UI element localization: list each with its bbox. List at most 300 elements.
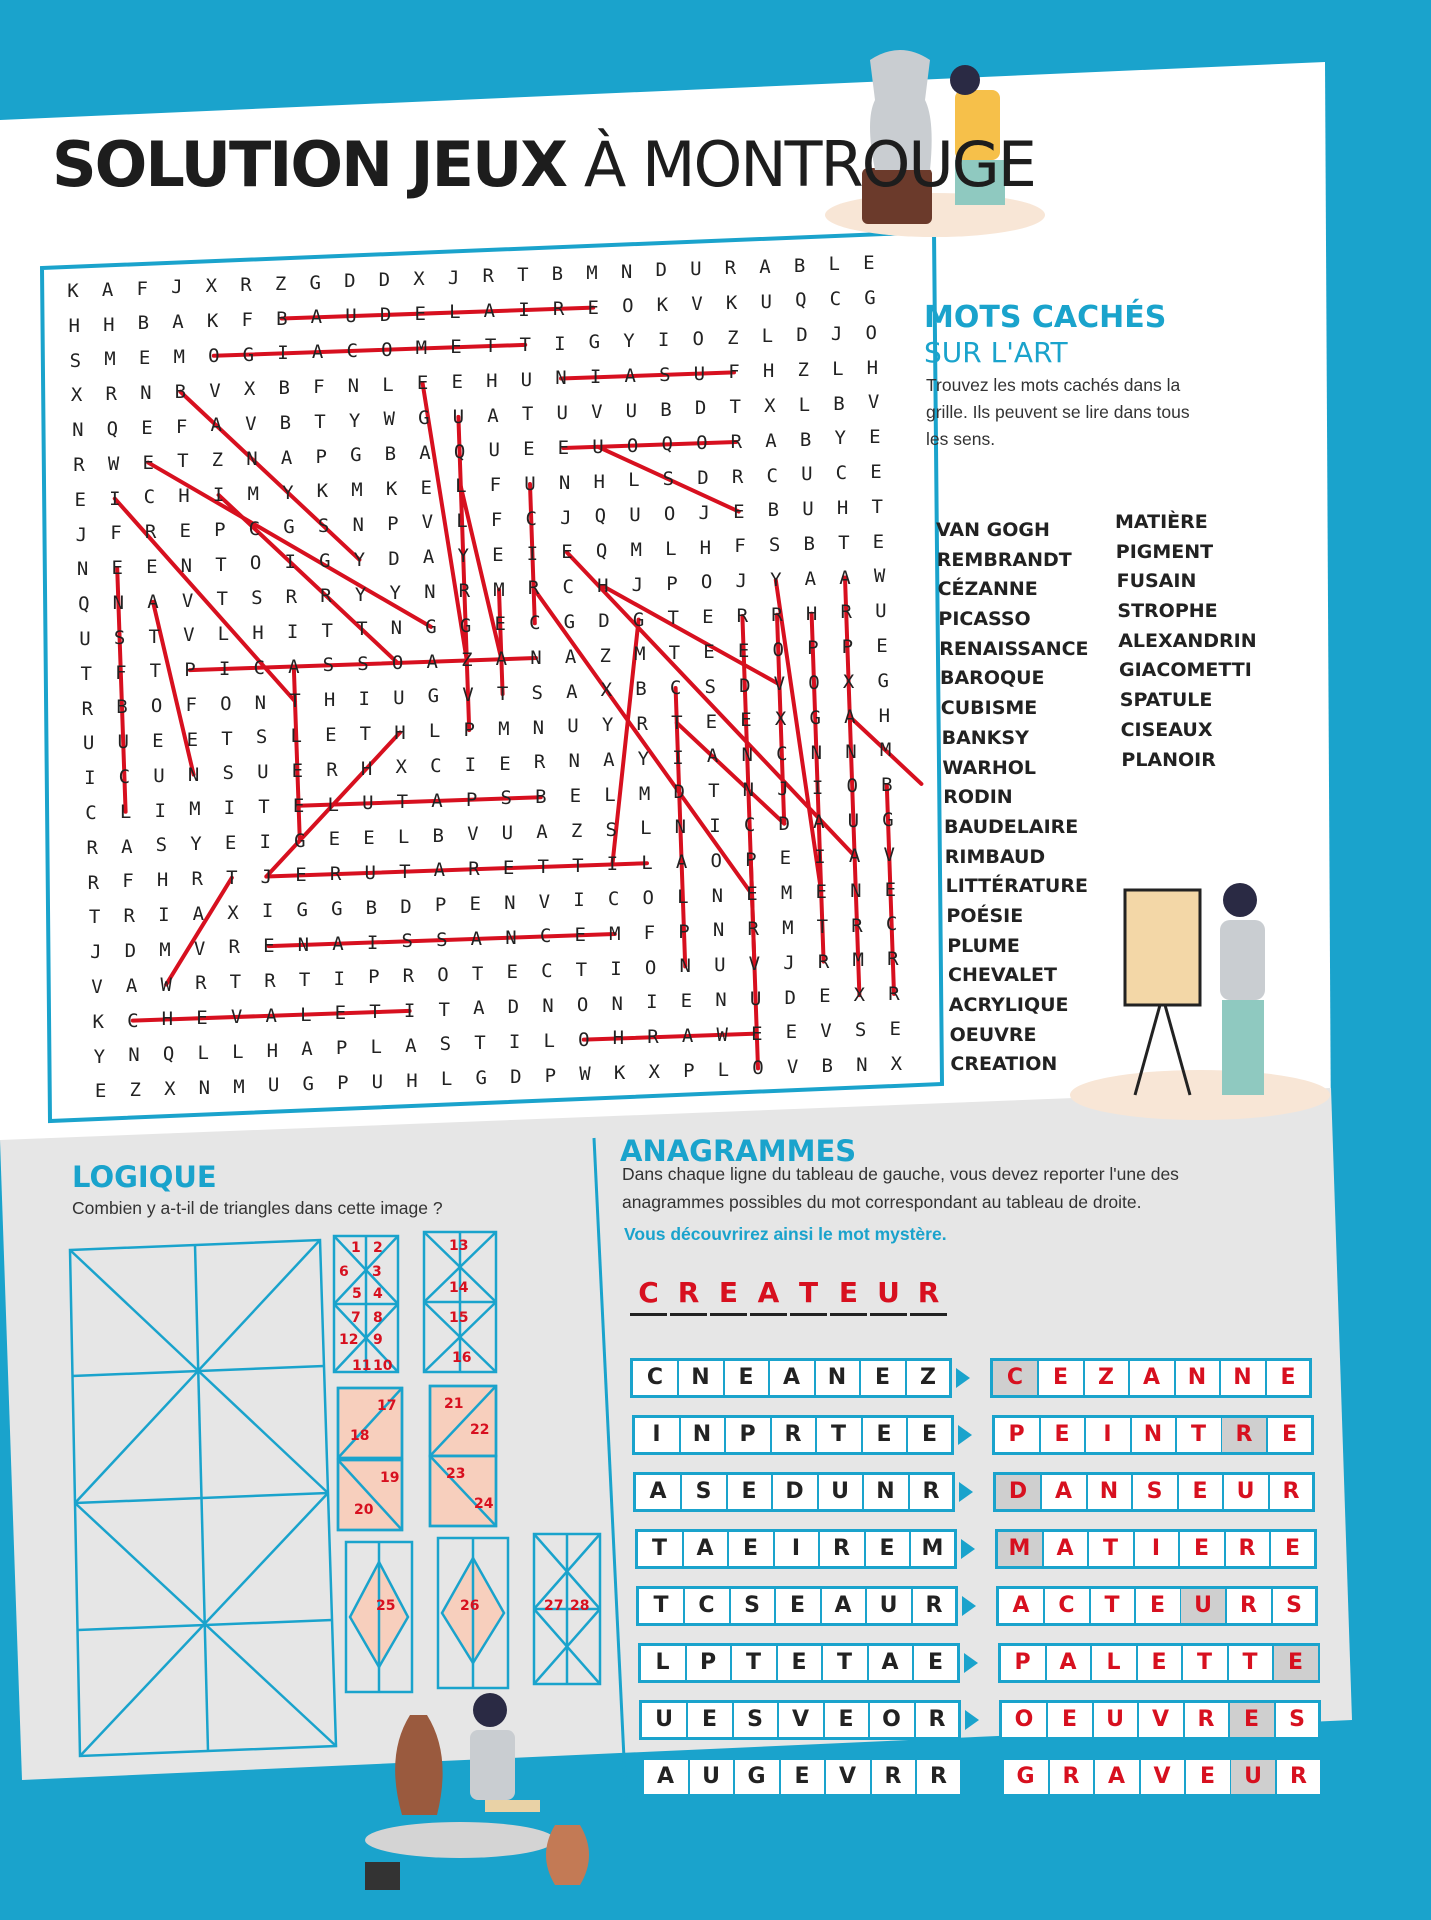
grid-letter: I: [286, 620, 299, 643]
triangle-number: 20: [354, 1502, 374, 1518]
anagram-letter: A: [683, 1532, 729, 1566]
grid-letter: Q: [106, 417, 119, 440]
grid-letter: A: [288, 655, 300, 678]
grid-letter: M: [782, 916, 794, 939]
anagram-letter: T: [817, 1418, 863, 1452]
triangle-number: 27: [544, 1598, 564, 1614]
grid-letter: E: [889, 1017, 901, 1040]
grid-letter: J: [447, 266, 460, 289]
triangle-number: 3: [372, 1264, 382, 1280]
grid-letter: O: [391, 651, 404, 674]
anagram-letter: P: [995, 1418, 1041, 1452]
triangle-number: 9: [373, 1332, 383, 1348]
grid-letter: N: [850, 879, 862, 902]
anagram-letter: C: [993, 1361, 1039, 1395]
anagram-letter: P: [1001, 1646, 1047, 1680]
grid-letter: O: [576, 993, 589, 1016]
grid-letter: D: [507, 996, 520, 1019]
grid-letter: C: [829, 288, 842, 311]
grid-letter: E: [703, 641, 715, 663]
anagram-letter: E: [1280, 1365, 1296, 1390]
anagram-letter: E: [1230, 1703, 1276, 1737]
grid-letter: R: [817, 950, 830, 973]
grid-letter: L: [119, 800, 132, 823]
grid-letter: O: [644, 956, 657, 979]
anagram-letter: E: [777, 1646, 823, 1680]
grid-letter: E: [876, 634, 888, 657]
grid-letter: O: [150, 695, 163, 718]
anagram-letter: M: [921, 1536, 944, 1561]
grid-letter: C: [562, 576, 574, 599]
grid-letter: I: [259, 830, 271, 853]
anagram-letter: A: [770, 1361, 816, 1395]
anagram-letter: U: [867, 1589, 913, 1623]
anagram-letter: R: [925, 1593, 943, 1618]
grid-letter: B: [365, 896, 378, 919]
anagram-letter: I: [635, 1418, 681, 1452]
grid-letter: A: [765, 429, 777, 452]
grid-letter: K: [316, 480, 329, 503]
grid-letter: F: [115, 661, 127, 684]
grid-letter: G: [418, 407, 430, 430]
anagram-letter: T: [638, 1532, 684, 1566]
grid-letter: E: [74, 488, 86, 511]
grid-letter: U: [802, 498, 814, 521]
grid-letter: L: [717, 1058, 730, 1081]
grid-letter: E: [142, 451, 154, 474]
grid-letter: H: [252, 621, 264, 644]
anagram-answer-row: [1001, 1757, 1323, 1797]
grid-letter: T: [177, 450, 189, 473]
grid-letter: T: [88, 906, 101, 929]
grid-letter: A: [422, 546, 435, 569]
anagram-letter: E: [776, 1589, 822, 1623]
grid-letter: N: [530, 647, 542, 670]
word-list-item: PLUME: [947, 934, 1020, 957]
anagram-letter: A: [1095, 1760, 1141, 1794]
anagram-letter: R: [820, 1532, 866, 1566]
anagram-letter: N: [1131, 1418, 1177, 1452]
grid-letter: E: [733, 500, 745, 523]
title-thin: À MONTROUGE: [583, 128, 1035, 201]
grid-letter: Y: [457, 545, 469, 568]
grid-letter: A: [624, 365, 636, 388]
anagram-letter: O: [1002, 1703, 1048, 1737]
grid-letter: N: [679, 955, 691, 978]
grid-letter: E: [450, 336, 462, 359]
triangle-number: 10: [373, 1358, 393, 1374]
grid-letter: B: [803, 532, 815, 555]
grid-letter: T: [729, 396, 741, 419]
grid-letter: E: [492, 543, 504, 566]
grid-letter: B: [137, 312, 150, 335]
anagram-letter: E: [1136, 1589, 1182, 1623]
grid-letter: Z: [129, 1079, 141, 1102]
grid-letter: I: [573, 889, 585, 912]
grid-letter: O: [808, 672, 820, 695]
grid-letter: Z: [461, 649, 473, 672]
arrow-right-icon: [967, 1767, 981, 1787]
grid-letter: I: [358, 687, 370, 710]
grid-letter: H: [762, 360, 775, 383]
triangle-number: 12: [339, 1332, 359, 1348]
triangle-number: 2: [373, 1240, 383, 1256]
grid-letter: M: [104, 348, 116, 371]
anagram-letter: Z: [920, 1365, 936, 1390]
grid-letter: C: [885, 913, 898, 936]
triangle-number: 1: [351, 1240, 361, 1256]
grid-letter: I: [518, 299, 530, 322]
grid-letter: C: [669, 677, 682, 699]
grid-letter: J: [171, 276, 183, 299]
grid-letter: P: [387, 512, 399, 535]
grid-letter: G: [309, 271, 321, 294]
grid-letter: C: [143, 486, 156, 509]
grid-letter: S: [222, 762, 234, 785]
grid-letter: Y: [637, 747, 650, 770]
grid-letter: A: [844, 705, 856, 728]
grid-letter: I: [814, 846, 826, 869]
grid-letter: E: [869, 426, 881, 449]
grid-letter: L: [232, 1040, 244, 1063]
word-list-item: BANKSY: [941, 726, 1029, 749]
mystery-letter: A: [750, 1276, 787, 1316]
grid-letter: T: [668, 642, 681, 665]
anagram-letter: D: [996, 1475, 1042, 1509]
grid-letter: P: [683, 1059, 695, 1082]
word-list-item: LITTÉRATURE: [945, 875, 1088, 898]
grid-letter: E: [569, 785, 582, 808]
grid-letter: O: [696, 432, 708, 455]
grid-letter: C: [766, 464, 778, 487]
grid-letter: N: [128, 1044, 140, 1067]
grid-letter: W: [107, 452, 120, 475]
grid-letter: L: [677, 885, 689, 908]
anagram-letter: D: [773, 1475, 819, 1509]
grid-letter: J: [560, 506, 572, 529]
grid-letter: E: [328, 828, 341, 851]
grid-letter: R: [482, 265, 494, 288]
grid-letter: P: [214, 518, 226, 541]
grid-letter: J: [75, 523, 88, 546]
grid-letter: U: [556, 402, 568, 425]
mystery-word: [630, 1276, 950, 1316]
grid-letter: V: [786, 1056, 799, 1079]
grid-letter: G: [331, 897, 343, 920]
grid-letter: Y: [354, 583, 367, 606]
grid-letter: R: [458, 579, 471, 602]
triangle-number: 25: [376, 1598, 396, 1614]
grid-letter: E: [224, 831, 237, 854]
grid-letter: T: [289, 690, 301, 713]
grid-letter: Y: [834, 427, 846, 450]
grid-letter: P: [745, 848, 757, 871]
triangle-number: 26: [460, 1598, 480, 1614]
grid-letter: N: [742, 778, 755, 801]
anagram-letter: V: [779, 1703, 825, 1737]
grid-letter: E: [523, 438, 535, 461]
grid-letter: O: [710, 849, 722, 872]
anagram-letter: U: [689, 1760, 735, 1794]
arrow-right-icon: [964, 1653, 978, 1673]
triangle-number: 18: [350, 1428, 370, 1444]
anagram-letter: R: [1227, 1589, 1273, 1623]
grid-letter: T: [396, 791, 409, 814]
grid-letter: A: [804, 567, 817, 590]
grid-letter: T: [80, 662, 92, 685]
grid-letter: U: [267, 1074, 280, 1097]
grid-letter: V: [773, 673, 786, 696]
word-list-item: WARHOL: [942, 756, 1036, 779]
grid-letter: E: [872, 530, 885, 553]
grid-letter: E: [740, 709, 752, 732]
anagram-letter: E: [1284, 1536, 1301, 1561]
anagram-letter: G: [1004, 1760, 1050, 1794]
grid-letter: L: [604, 783, 616, 806]
triangle-number: 11: [352, 1358, 372, 1374]
mots-heading: MOTS CACHÉS: [924, 300, 1167, 335]
grid-letter: P: [184, 659, 196, 682]
grid-letter: R: [851, 914, 863, 937]
grid-letter: C: [253, 656, 265, 679]
grid-letter: G: [427, 685, 440, 708]
grid-letter: A: [405, 1034, 417, 1057]
grid-letter: J: [698, 501, 710, 524]
word-list-item: SPATULE: [1119, 689, 1213, 712]
grid-letter: E: [146, 555, 158, 578]
grid-letter: H: [103, 313, 115, 336]
grid-letter: K: [725, 291, 738, 314]
anagram-answer-row: [998, 1643, 1320, 1683]
grid-letter: E: [141, 416, 153, 439]
anagram-letter: E: [780, 1760, 826, 1794]
anagram-letter: S: [733, 1703, 779, 1737]
anagram-letter: A: [1043, 1532, 1089, 1566]
grid-letter: T: [149, 660, 162, 683]
grid-letter: Q: [453, 440, 466, 463]
anagram-letter: I: [1134, 1532, 1180, 1566]
word-list-item: FUSAIN: [1116, 570, 1197, 593]
grid-letter: F: [185, 693, 197, 716]
grid-letter: N: [504, 891, 516, 914]
mystery-letter: C: [630, 1276, 667, 1316]
grid-letter: P: [337, 1071, 349, 1094]
grid-letter: M: [159, 938, 171, 961]
grid-letter: C: [248, 517, 261, 540]
grid-letter: F: [489, 474, 502, 497]
grid-letter: N: [611, 992, 623, 1015]
grid-letter: N: [674, 816, 687, 839]
mots-instructions: Trouvez les mots cachés dans la grille. Ils peuvent se lire dans tous les sens.: [926, 375, 1190, 449]
anagram-letter: E: [824, 1703, 870, 1737]
grid-letter: A: [470, 927, 483, 950]
grid-letter: D: [655, 259, 667, 282]
word-list-item: BAROQUE: [940, 667, 1045, 690]
grid-letter: T: [298, 968, 311, 991]
grid-letter: B: [384, 443, 397, 466]
grid-letter: E: [494, 613, 506, 636]
grid-letter: L: [628, 469, 640, 492]
grid-letter: Z: [570, 819, 583, 842]
grid-letter: T: [671, 711, 683, 734]
anagram-letter: O: [870, 1703, 916, 1737]
grid-letter: N: [424, 581, 436, 604]
grid-letter: E: [420, 476, 432, 499]
anagram-letter: E: [727, 1475, 773, 1509]
grid-letter: D: [673, 781, 685, 804]
grid-letter: I: [589, 366, 602, 389]
grid-letter: M: [498, 717, 510, 740]
grid-letter: N: [390, 617, 403, 640]
grid-letter: S: [113, 626, 126, 649]
grid-letter: S: [439, 1033, 452, 1056]
grid-letter: E: [196, 1007, 208, 1030]
grid-letter: A: [147, 590, 159, 613]
grid-letter: N: [246, 447, 258, 470]
grid-letter: A: [675, 851, 688, 873]
anagram-letter: R: [1225, 1532, 1271, 1566]
grid-letter: B: [635, 678, 647, 701]
mots-subheading: SUR L'ART: [924, 336, 1068, 369]
grid-letter: B: [799, 428, 812, 451]
anagram-letter: E: [927, 1650, 944, 1675]
grid-letter: R: [730, 430, 743, 453]
grid-letter: O: [578, 1028, 590, 1051]
grid-letter: I: [403, 999, 416, 1022]
grid-letter: B: [551, 263, 564, 286]
grid-letter: U: [364, 861, 376, 884]
grid-letter: I: [218, 657, 231, 680]
grid-letter: T: [816, 915, 829, 938]
grid-letter: G: [588, 331, 601, 354]
grid-letter: A: [706, 745, 719, 768]
grid-letter: N: [715, 989, 727, 1011]
word-list-item: CUBISME: [940, 697, 1038, 720]
anagram-letter: T: [823, 1646, 869, 1680]
anagram-answer-row: [990, 1358, 1312, 1398]
grid-letter: N: [254, 691, 267, 714]
anagram-letter: E: [1039, 1361, 1085, 1395]
grid-letter: D: [400, 895, 412, 918]
grid-letter: S: [659, 363, 671, 386]
word-list-item: PICASSO: [938, 608, 1031, 631]
anagram-letter: E: [724, 1361, 770, 1395]
grid-letter: Y: [770, 568, 782, 591]
grid-letter: D: [388, 547, 400, 570]
grid-letter: S: [662, 468, 675, 491]
grid-letter: D: [739, 674, 751, 697]
grid-letter: I: [212, 483, 225, 506]
grid-letter: Y: [190, 833, 202, 856]
grid-letter: R: [747, 918, 759, 941]
anagram-letter: L: [641, 1646, 687, 1680]
grid-letter: T: [314, 410, 326, 433]
anagram-letter: T: [1090, 1589, 1136, 1623]
grid-letter: C: [607, 888, 620, 911]
grid-letter: R: [240, 273, 252, 296]
grid-letter: F: [175, 415, 188, 438]
grid-letter: U: [345, 305, 357, 328]
grid-letter: G: [302, 1073, 314, 1096]
anagram-letter: A: [1046, 1646, 1092, 1680]
grid-letter: E: [737, 639, 750, 662]
grid-letter: N: [76, 558, 89, 581]
grid-letter: W: [873, 565, 886, 588]
grid-letter: X: [648, 1061, 660, 1084]
anagram-letter: N: [864, 1475, 910, 1509]
grid-letter: U: [714, 954, 726, 977]
grid-letter: R: [533, 751, 546, 774]
grid-letter: U: [592, 435, 604, 458]
grid-letter: R: [191, 867, 203, 890]
grid-letter: I: [606, 853, 619, 876]
grid-letter: H: [699, 536, 712, 559]
grid-letter: G: [563, 611, 576, 634]
grid-letter: R: [771, 603, 783, 626]
grid-letter: P: [544, 1064, 557, 1087]
anagram-letter: N: [815, 1361, 861, 1395]
grid-letter: F: [136, 277, 148, 300]
grid-letter: V: [91, 976, 103, 998]
anagram-letter: N: [679, 1361, 725, 1395]
grid-letter: V: [820, 1020, 832, 1043]
anagram-letter: E: [861, 1361, 907, 1395]
grid-letter: U: [501, 822, 514, 845]
grid-letter: E: [325, 723, 337, 746]
grid-letter: N: [140, 381, 152, 404]
grid-letter: A: [311, 341, 324, 364]
word-list-item: RODIN: [943, 786, 1013, 809]
grid-letter: A: [495, 648, 508, 671]
grid-letter: A: [433, 859, 446, 882]
word-list-item: MATIÈRE: [1115, 511, 1208, 533]
grid-letter: V: [193, 937, 206, 960]
grid-letter: E: [863, 252, 875, 275]
word-list-item: GIACOMETTI: [1119, 659, 1252, 682]
grid-letter: E: [499, 752, 511, 775]
anagram-clue-row: [633, 1472, 955, 1512]
grid-letter: T: [575, 959, 588, 982]
grid-letter: A: [101, 278, 114, 301]
mystery-letter: U: [870, 1276, 907, 1316]
grid-letter: N: [810, 741, 823, 764]
grid-letter: B: [279, 411, 292, 434]
grid-letter: F: [643, 921, 656, 944]
grid-letter: V: [209, 379, 221, 402]
grid-letter: V: [462, 684, 474, 707]
grid-letter: L: [665, 537, 677, 560]
grid-letter: K: [613, 1062, 626, 1085]
grid-letter: E: [179, 519, 191, 542]
grid-letter: A: [172, 311, 184, 334]
grid-letter: T: [484, 335, 497, 358]
grid-letter: O: [663, 503, 676, 525]
grid-letter: H: [360, 757, 373, 780]
grid-letter: M: [493, 578, 505, 601]
grid-letter: E: [785, 1021, 798, 1044]
grid-letter: S: [255, 726, 268, 749]
grid-letter: O: [865, 321, 877, 344]
grid-letter: E: [506, 961, 518, 984]
grid-letter: S: [251, 587, 263, 610]
anagram-letter: A: [868, 1646, 914, 1680]
grid-letter: E: [263, 935, 275, 958]
grid-letter: H: [178, 485, 190, 508]
anagram-letter: P: [686, 1646, 732, 1680]
grid-letter: C: [127, 1009, 139, 1032]
grid-letter: Y: [623, 330, 635, 353]
triangle-number: 8: [373, 1310, 383, 1326]
